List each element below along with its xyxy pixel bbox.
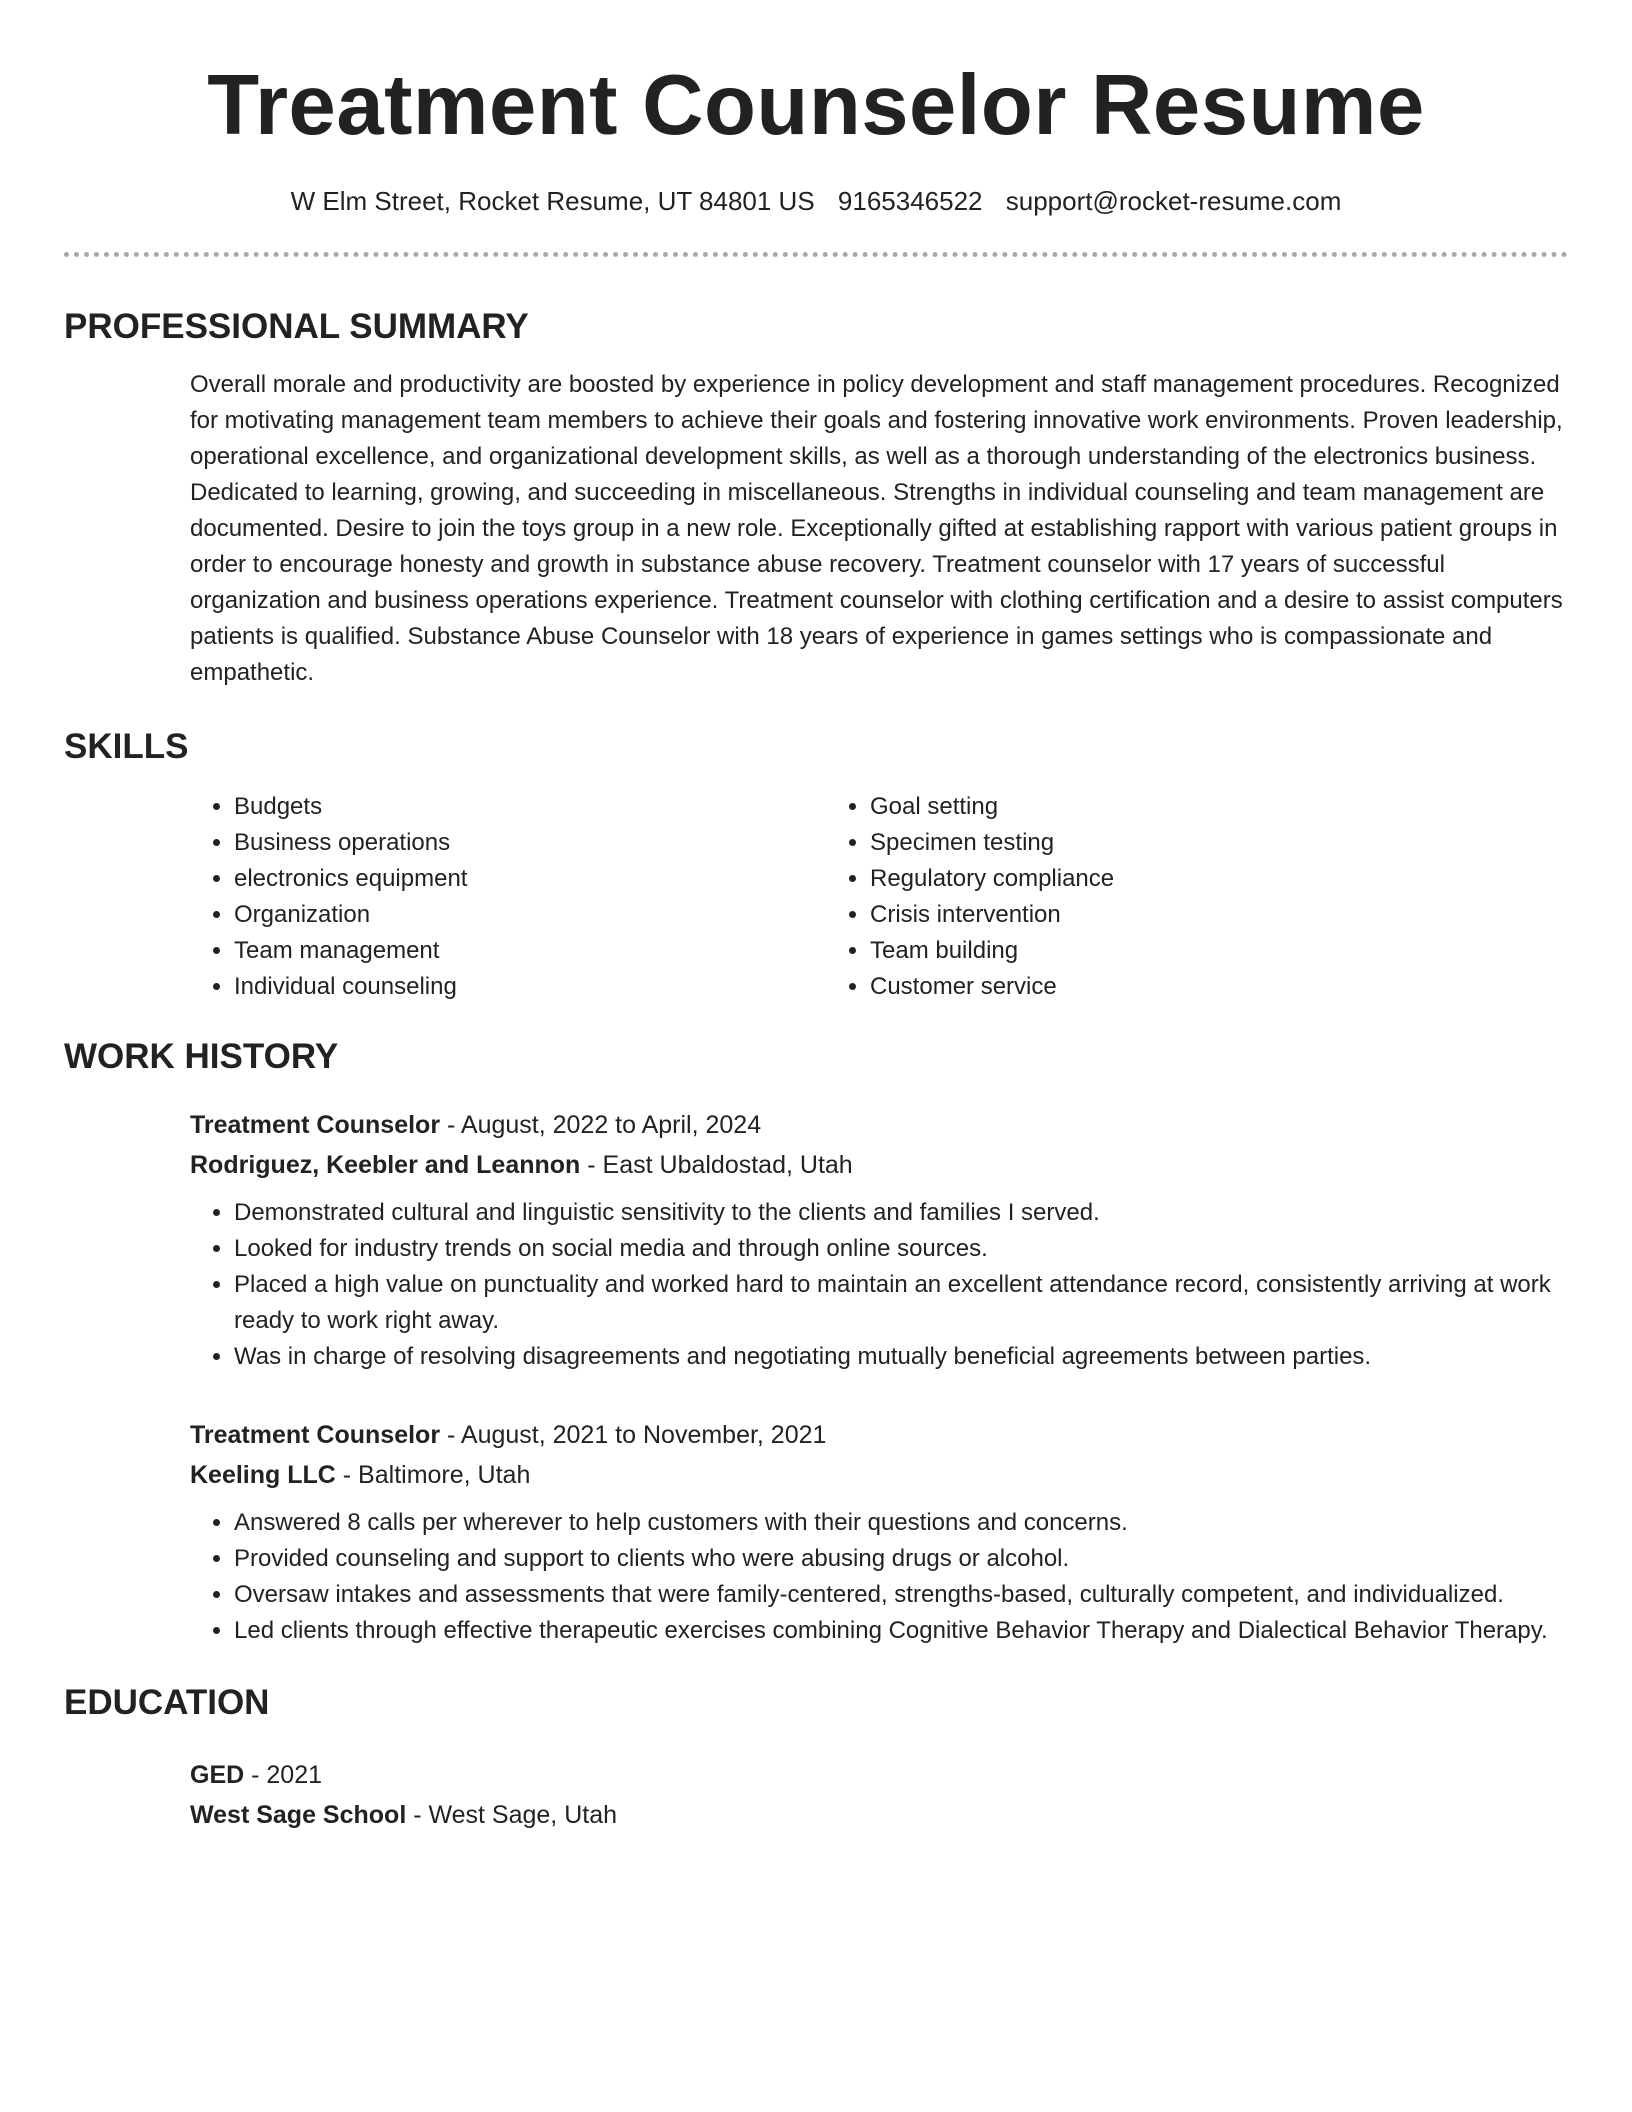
job-entry: [190, 1105, 1568, 1375]
degree: GED: [190, 1761, 245, 1789]
skill-item: • Goal setting: [870, 789, 1462, 825]
job-location: - Baltimore, Utah: [335, 1461, 531, 1489]
skill-item: • Individual counseling: [234, 969, 826, 1005]
skills-list-right: [826, 789, 1462, 1005]
summary-text: Overall morale and productivity are boosted by experience in policy development and staff management procedures. Recognized for motivating management team members to achieve their goals and fostering innovative work environments. Proven leadership, operational excellence, and organizational development skills, as well as a thorough understanding of the electronics business. Dedicated to learning, growing, and succeeding in miscellaneous. Strengths in individual counseling and team management are documented. Desire to join the toys group in a new role. Exceptionally gifted at establishing rapport with various patient groups in order to encourage honesty and growth in substance abuse recovery. Treatment counselor with 17 years of successful organization and business operations experience. Treatment counselor with clothing certification and a desire to assist computers patients is qualified. Substance Abuse Counselor with 18 years of experience in games settings who is compassionate and empathetic.: [190, 371, 1563, 686]
job-location: - East Ubaldostad, Utah: [580, 1151, 853, 1179]
job-bullets: [190, 1505, 1568, 1649]
skill-item: • Team management: [234, 933, 826, 969]
skills-list-left: [190, 789, 826, 1005]
resume-title: Treatment Counselor Resume: [207, 58, 1425, 153]
job-bullet: • Looked for industry trends on social media and through online sources.: [234, 1231, 1568, 1267]
job-bullet: • Provided counseling and support to clients who were abusing drugs or alcohol.: [234, 1541, 1568, 1577]
skill-item: • electronics equipment: [234, 861, 826, 897]
job-entry: [190, 1415, 1568, 1649]
work-history-heading: WORK HISTORY: [64, 1037, 339, 1076]
education-section: [64, 1681, 1568, 1835]
contact-phone: 9165346522: [837, 186, 983, 216]
skill-item: • Organization: [234, 897, 826, 933]
job-bullet: • Placed a high value on punctuality and worked hard to maintain an excellent attendance record, consistently arriving at work ready to work right away.: [234, 1267, 1568, 1339]
contact-email: support@rocket-resume.com: [1005, 186, 1342, 216]
job-company-line: [190, 1455, 1568, 1495]
education-heading: EDUCATION: [64, 1683, 270, 1722]
skills-heading: SKILLS: [64, 727, 189, 766]
skill-item: • Budgets: [234, 789, 826, 825]
contact-line: [64, 184, 1568, 218]
summary-section: [64, 305, 1568, 691]
skill-item: • Regulatory compliance: [870, 861, 1462, 897]
job-company: Rodriguez, Keebler and Leannon: [190, 1151, 581, 1179]
school-line: [190, 1795, 1568, 1835]
school-location: - West Sage, Utah: [406, 1801, 618, 1829]
job-company-line: [190, 1145, 1568, 1185]
skills-grid: [190, 789, 1568, 1005]
school-name: West Sage School: [190, 1801, 407, 1829]
contact-address: W Elm Street, Rocket Resume, UT 84801 US: [290, 186, 815, 216]
skill-item: • Specimen testing: [870, 825, 1462, 861]
job-bullet: • Led clients through effective therapeutic exercises combining Cognitive Behavior Therapy and Dialectical Behavior Therapy.: [234, 1613, 1568, 1649]
header-divider: [64, 252, 1568, 257]
education-entry: [190, 1755, 1568, 1835]
job-title: Treatment Counselor: [190, 1111, 441, 1139]
job-bullet: • Oversaw intakes and assessments that were family-centered, strengths-based, culturally competent, and individualized.: [234, 1577, 1568, 1613]
job-bullets: [190, 1195, 1568, 1375]
skill-item: • Crisis intervention: [870, 897, 1462, 933]
job-dates: - August, 2022 to April, 2024: [440, 1111, 762, 1139]
work-history-section: [64, 1035, 1568, 1649]
skill-item: • Customer service: [870, 969, 1462, 1005]
skill-item: • Team building: [870, 933, 1462, 969]
degree-year: - 2021: [244, 1761, 323, 1789]
job-title-line: [190, 1105, 1568, 1145]
job-dates: - August, 2021 to November, 2021: [440, 1421, 827, 1449]
skill-item: • Business operations: [234, 825, 826, 861]
job-bullet: • Answered 8 calls per wherever to help customers with their questions and concerns.: [234, 1505, 1568, 1541]
job-bullet: • Was in charge of resolving disagreements and negotiating mutually beneficial agreements between parties.: [234, 1339, 1568, 1375]
skills-section: [64, 725, 1568, 1005]
job-title: Treatment Counselor: [190, 1421, 441, 1449]
summary-heading: PROFESSIONAL SUMMARY: [64, 307, 529, 346]
job-title-line: [190, 1415, 1568, 1455]
job-company: Keeling LLC: [190, 1461, 336, 1489]
degree-line: [190, 1755, 1568, 1795]
job-bullet: • Demonstrated cultural and linguistic sensitivity to the clients and families I served.: [234, 1195, 1568, 1231]
